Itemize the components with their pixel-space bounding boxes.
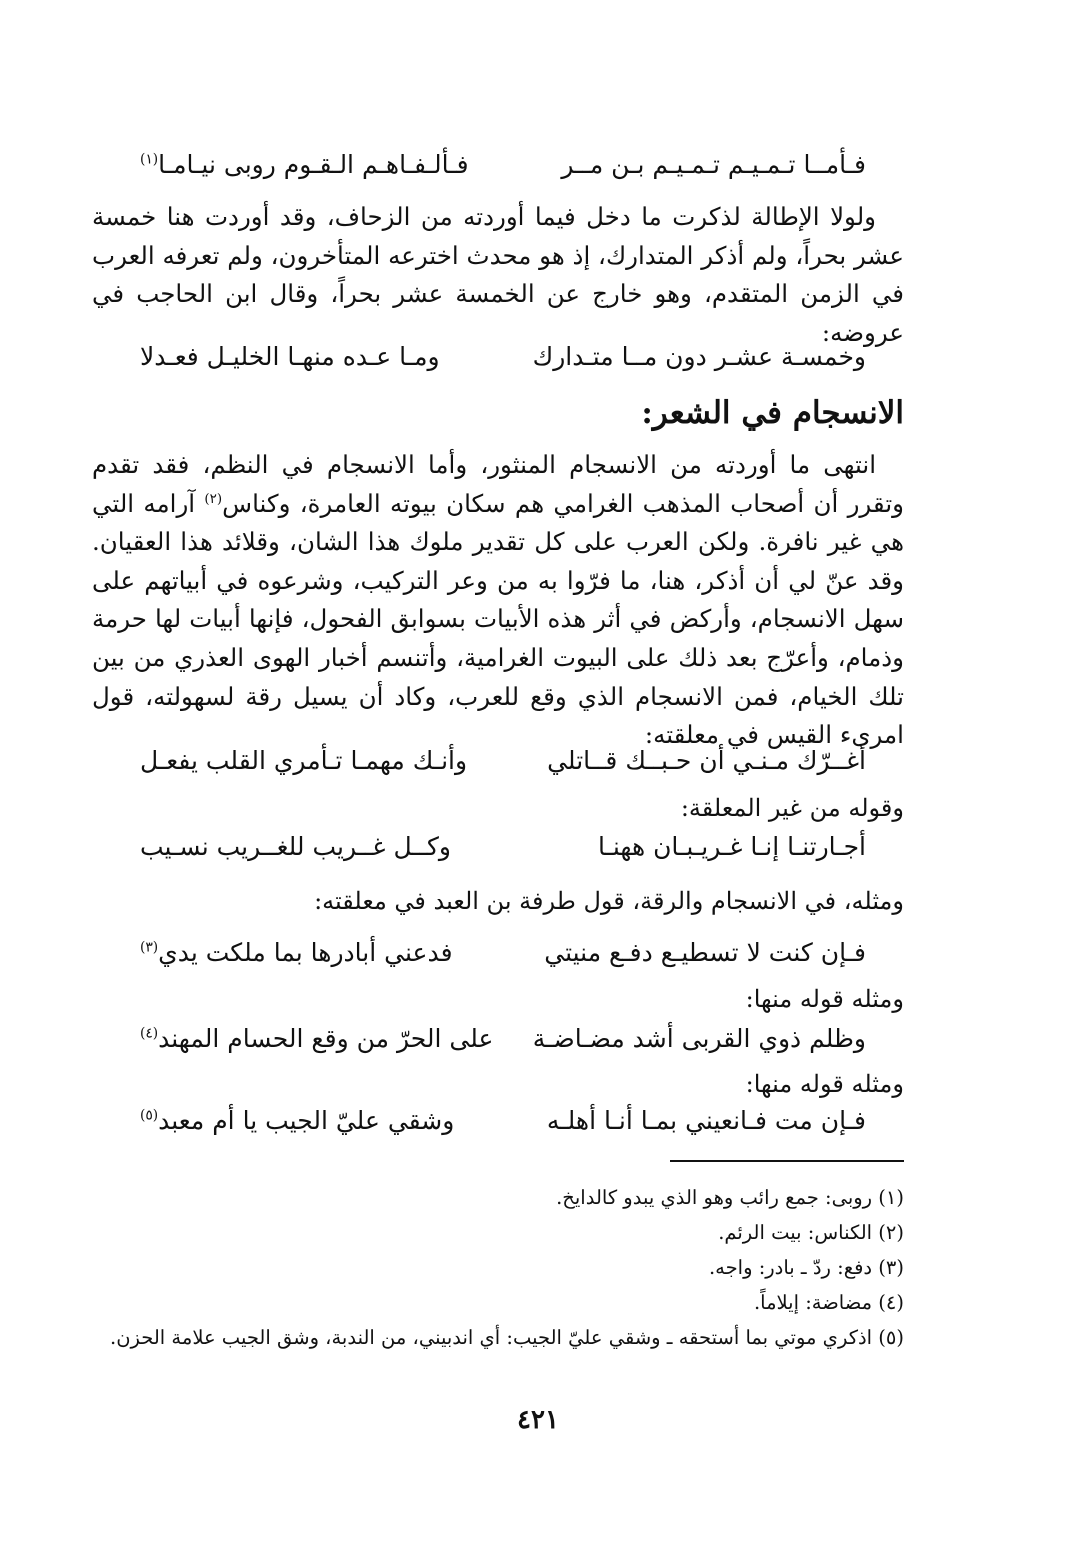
footnote-ref-1: (١) (140, 151, 159, 168)
footnote-2: (٢) الكناس: بيت الرئم. (718, 1221, 904, 1244)
verse-6-first-hemistich: وظلم ذوي القربى أشد مضـاضـة (532, 1024, 866, 1053)
verse-5-first-hemistich: فـإن كنت لا تسطيـع دفـع منيتي (544, 938, 866, 967)
verse-6-second-text: على الحرّ من وقع الحسام المهند (158, 1024, 494, 1053)
section-heading: الانسجام في الشعر: (641, 395, 904, 431)
paragraph-2-part-b: آرامه التي هي غير نافرة. ولكن العرب على كل تقدير ملوك هذا الشان، وقلائد هذا العقيان. وقد عنّ لي أن أذكر، هنا، ما فرّوا به من وعر التركيب، وشرعوه في أبياتهم على سهل الانسجام، وأركض في أثر هذه الأبيات بسوابق الفحول، فإنها أبيات لها حرمة وذمام، وأعرّج بعد ذلك على البيوت الغرامية، وأتنسم أخبار الهوى العذري من بين تلك الخيام، فمن الانسجام الذي وقع للعرب، وكاد أن يسيل رقة لسهولته، قول امرىء القيس في معلقته: (92, 488, 904, 750)
page-number: ٤٢١ (517, 1405, 559, 1435)
footnote-1: (١) روبى: جمع رائب وهو الذي يبدو كالدايخ. (556, 1186, 904, 1209)
footnote-ref-3: (٣) (140, 939, 159, 956)
footnote-divider (670, 1160, 904, 1162)
paragraph-2 (92, 446, 904, 755)
verse-3-second-hemistich: وأنـك مهمـا تـأمري القلب يفعـل (140, 746, 468, 775)
footnote-ref-4: (٤) (140, 1025, 159, 1042)
label-2: ومثله، في الانسجام والرقة، قول طرفة بن العبد في معلقته: (314, 887, 904, 915)
verse-2-first-hemistich: وخمسـة عشـر دون مــا متـدارك (532, 342, 866, 371)
footnote-ref-2: (٢) (204, 490, 223, 507)
label-3: ومثله قوله منها: (745, 985, 904, 1013)
verse-7-second-hemistich (140, 1104, 454, 1138)
paragraph-1 (92, 198, 904, 352)
footnote-3: (٣) دفع: ردّ ـ بادر: واجه. (708, 1256, 904, 1279)
verse-5-second-hemistich (140, 936, 453, 970)
verse-6-second-hemistich (140, 1022, 493, 1056)
paragraph-2-part-a: انتهى ما أوردته من الانسجام المنثور، وأما الانسجام في النظم، فقد تقدم وتقرر أن أصحاب المذهب الغرامي هم سكان بيوته العامرة، وكناس (92, 450, 904, 518)
verse-1-second-text: فـألـفـاهـم الـقـوم روبى نيـامـا (158, 150, 469, 179)
paragraph-2-text (92, 446, 904, 755)
footnotes (78, 1180, 904, 1355)
verse-5-second-text: فدعني أبادرها بما ملكت يدي (158, 938, 453, 967)
verse-1-first-hemistich: فـأمــا تـمـيـم تـمـيـم بـن مــر (561, 150, 866, 179)
verse-2-second-hemistich: ومـا عـده منهـا الخليـل فعـدلا (140, 342, 440, 371)
footnote-5: (٥) اذكري موتي بما أستحقه ـ وشقي عليّ الجيب: أي اندبيني، من الندبة، وشق الجيب علامة الحزن. (110, 1326, 904, 1349)
verse-4-second-hemistich: وكــل غــريب للغــريب نسـيب (140, 832, 451, 861)
paragraph-1-text: ولولا الإطالة لذكرت ما دخل فيما أوردته من الزحاف، وقد أوردت هنا خمسة عشر بحراً، ولم أذكر المتدارك، إذ هو محدث اخترعه المتأخرون، ولم تعرفه العرب في الزمن المتقدم، وهو خارج عن الخمسة عشر بحراً، وقال ابن الحاجب في عروضه: (92, 202, 904, 347)
verse-3-first-hemistich: أغــرّك مـنـي أن حـبــك قــاتلي (547, 746, 866, 775)
verse-7-first-hemistich: فـإن مت فـانعيني بمـا أنـا أهلـه (546, 1106, 866, 1135)
verse-1-second-hemistich (140, 148, 469, 182)
footnote-4: (٤) مضاضة: إيلاماً. (753, 1291, 904, 1314)
label-1: وقوله من غير المعلقة: (680, 794, 904, 822)
verse-7-second-text: وشقي عليّ الجيب يا أم معبد (158, 1106, 455, 1135)
label-4: ومثله قوله منها: (745, 1070, 904, 1098)
verse-4-first-hemistich: أجـارتنـا إنـا غـريـبـان ههنـا (597, 832, 866, 861)
footnote-ref-5: (٥) (140, 1107, 159, 1124)
